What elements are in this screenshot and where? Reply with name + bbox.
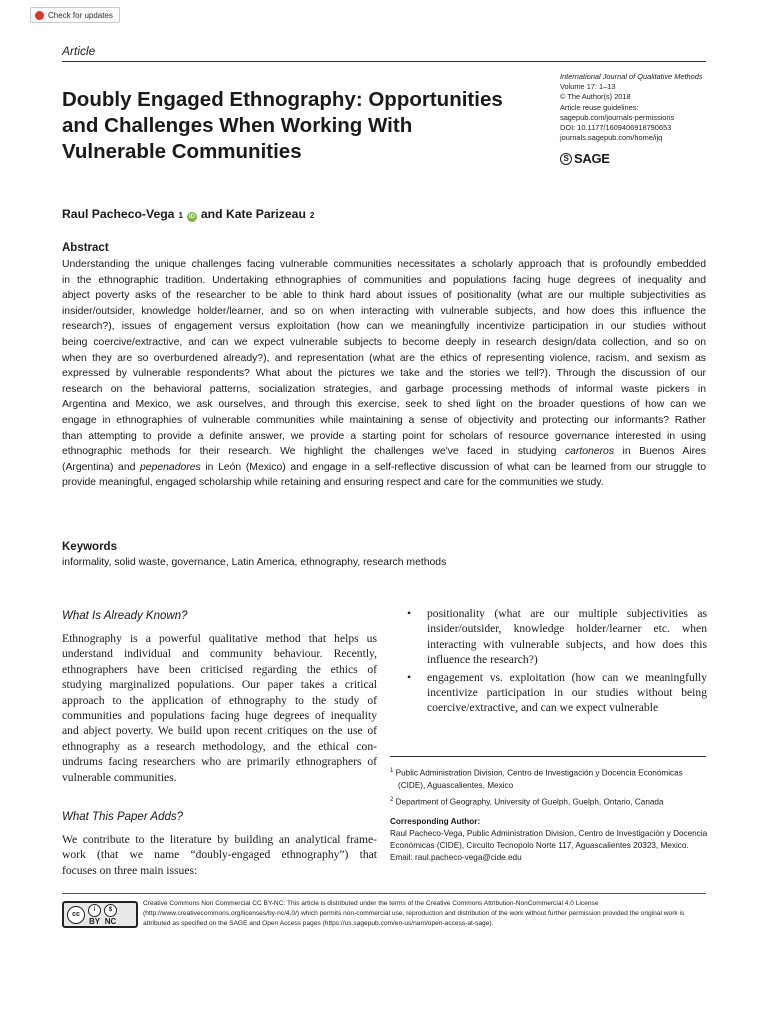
text-line: incentivize participation in our studies without being (427, 686, 707, 700)
text-line: ethnographic methods for their research. We highlight the challenges we've faced in studying cartoneros in Buenos Aires (62, 446, 706, 458)
publisher-name: SAGE (574, 151, 610, 166)
text-line: undrums facing researchers who are primarily ethnographers of (62, 755, 377, 769)
footnote-divider (390, 756, 706, 757)
text-line: communities and populations facing huge degrees of inequality (62, 709, 377, 723)
affiliation-text: Public Administration Division, Centro de Investigación y Docencia Económicas (CIDE), Aguascalientes, Mexico (395, 768, 683, 790)
orcid-icon[interactable]: iD (188, 214, 195, 220)
corresponding-heading: Corresponding Author: (390, 817, 481, 826)
abstract-heading: Abstract (62, 242, 109, 254)
cc-nc-terms (104, 904, 117, 926)
text-line: • positionality (what are our multiple subjectivities as (427, 607, 707, 620)
text-line: vulnerable communities. (62, 770, 177, 784)
title-line: Doubly Engaged Ethnography: Opportunities (62, 88, 503, 111)
header-divider (62, 61, 706, 62)
text-line: approach to the application of ethnography to the study of (62, 693, 377, 707)
text-line: (Argentina) and pepenadores in León (Mexico) and engage in a self-reflective discussion of what can be learned from our struggle to (62, 461, 706, 473)
text-line: and abject poverty. We build upon recent critiques on the use of (62, 724, 377, 738)
sage-s-icon: S (560, 153, 572, 165)
text-line: Understanding the unique challenges facing vulnerable communities necessitates a scholarly approach that is profoundly embedded (62, 259, 706, 270)
text-line: engage in ethnographies of vulnerable communities while maintaining a sense of objectivity and protecting our informants? Rather (62, 414, 706, 426)
text-line: • engagement vs. exploitation (how can we meaningfully (427, 670, 707, 684)
volume-info: Volume 17: 1–13 (560, 82, 616, 92)
affiliation-number: 1 (390, 768, 394, 774)
text-line: research?), issues of engagement versus exploitation (how can we meaningfully incentivize participation in our studies without (62, 321, 706, 333)
paper-title (62, 87, 542, 165)
text-line: research on the behavioral patterns, socialization strategies, and garbage processing methods of informal waste pickers in (62, 383, 706, 395)
license-divider (62, 893, 706, 894)
issues-list (405, 606, 707, 718)
no-dollar-icon: $ (104, 904, 117, 917)
cc-license-badge[interactable] (62, 901, 138, 928)
license-text: Creative Commons Non Commercial CC BY-NC: This article is distributed under the terms of the Creative Commons Attribution-NonCommercial 4.0 License (http://www.creativecommons.org/licenses/by-nc/4.0/) which permits non-commercial use, reproduction and distribution of the work without further permission provided the original work is attributed as specified on the SAGE and Open Access pages (https://us.sagepub.com/en-us/nam/open-access-at-sage). (143, 900, 685, 927)
text-line: understand individual and community behaviour. Recently, (62, 647, 377, 661)
text-line: We contribute to the literature by building an analytical frame- (62, 833, 377, 846)
cc-nc-label: NC (104, 916, 117, 926)
text-line: work (that we name “doubly-engaged ethnography”) that (62, 848, 377, 862)
section-heading-adds: What This Paper Adds? (62, 811, 184, 823)
list-item (405, 606, 707, 668)
check-for-updates-badge[interactable] (30, 7, 120, 23)
check-for-updates-label: Check for updates (48, 10, 113, 20)
reuse-guidelines: Article reuse guidelines: (560, 102, 639, 112)
text-line: when they are so overburdened already?), and representation (what are the ethics of representing violence, racism, and sexism as (62, 352, 706, 364)
text-line: focuses on three main issues: (62, 863, 198, 877)
text-line: than attempting to provide a definite answer, we provide a starting point for scholars of resource governance interested in using (62, 430, 706, 442)
affiliation-number: 2 (390, 796, 394, 803)
cc-by-label: BY (88, 916, 101, 926)
affiliation-item (390, 794, 710, 809)
sage-logo (560, 151, 610, 166)
copyright-line: © The Author(s) 2018 (560, 92, 631, 102)
author-list (62, 207, 314, 222)
permissions-link[interactable]: sagepub.com/journals-permissions (560, 112, 675, 122)
title-line: and Challenges When Working With (62, 114, 413, 137)
text-line: expressed by vulnerable respondents? What about the pictures we take and the stories we tell?). Through the discussion of our (62, 368, 706, 380)
person-icon: i (88, 904, 101, 917)
keywords-heading: Keywords (62, 541, 117, 553)
text-line: insider/outsider, knowledge holder/learner, and so on when interacting with vulnerable subjects, and how does this influence the (62, 305, 706, 317)
section-heading-known: What Is Already Known? (62, 610, 188, 622)
text-line: being coercive/extractive, and can we expect vulnerable subjects to become deeply in research design/data collection, and so on (62, 336, 706, 348)
author-name: and Kate Parizeau (200, 207, 306, 221)
known-body (62, 631, 377, 785)
affiliation-text: Department of Geography, University of Guelph, Guelph, Ontario, Canada (395, 797, 664, 807)
journal-name: International Journal of Qualitative Methods (560, 72, 703, 81)
text-line: ethnography as a research methodology, and the ethical con- (62, 739, 377, 753)
corresponding-email[interactable]: Email: raul.pacheco-vega@cide.edu (390, 853, 522, 862)
affiliation-item (390, 765, 710, 792)
affiliations (390, 765, 710, 810)
journal-homepage-link[interactable]: journals.sagepub.com/home/ijq (560, 133, 663, 143)
text-line: studying marginalized populations. Our paper takes a critical (62, 678, 377, 692)
affiliation-marker: 1 (178, 211, 183, 220)
abstract-body (62, 257, 706, 491)
journal-meta (560, 72, 720, 143)
keywords-list: informality, solid waste, governance, Latin America, ethnography, research methods (62, 557, 447, 568)
list-item (405, 670, 707, 716)
text-line: insider/outsider, knowledge holder/learner etc. when (427, 622, 707, 636)
cc-terms (88, 904, 101, 926)
corresponding-address: Raul Pacheco-Vega, Public Administration Division, Centro de Investigación y Docencia Económicas (CIDE), Circuito Tecnopolo Norte 117, Aguascalientes 20323, Mexico. (390, 829, 708, 850)
text-line: interacting with vulnerable subjects, and how does this (427, 637, 707, 651)
doi-link[interactable]: DOI: 10.1177/1609406918790653 (560, 123, 672, 133)
text-line: in the ethnographic tradition. Undertaking ethnographies of communities and populations facing huge degrees of inequality and (62, 274, 706, 286)
cc-icon: cc (67, 906, 85, 924)
title-line: Vulnerable Communities (62, 140, 302, 163)
text-line: coercive/extractive, and can we expect vulnerable (427, 701, 659, 715)
corresponding-author (390, 816, 710, 864)
text-line: influence the research?) (427, 653, 538, 667)
text-line: provide meaningful, engaged scholarship while retaining and ensuring respect and care for the communities we study. (62, 477, 604, 489)
text-line: Ethnography is a powerful qualitative method that helps us (62, 632, 377, 645)
text-line: Argentina and Mexico, we ask ourselves, and through this exercise, seek to shed light on the broader questions of how can we (62, 399, 706, 411)
text-line: ethnographers have been criticised regarding the ethics of (62, 662, 377, 676)
affiliation-marker: 2 (309, 211, 315, 220)
article-type-label: Article (62, 44, 96, 58)
adds-body (62, 832, 377, 878)
text-line: abject poverty asks of the researcher to be able to think hard about issues of positionality (what are our multiple subjectivities as (62, 290, 706, 302)
update-icon (35, 11, 44, 20)
author-name: Raul Pacheco-Vega (62, 207, 175, 221)
